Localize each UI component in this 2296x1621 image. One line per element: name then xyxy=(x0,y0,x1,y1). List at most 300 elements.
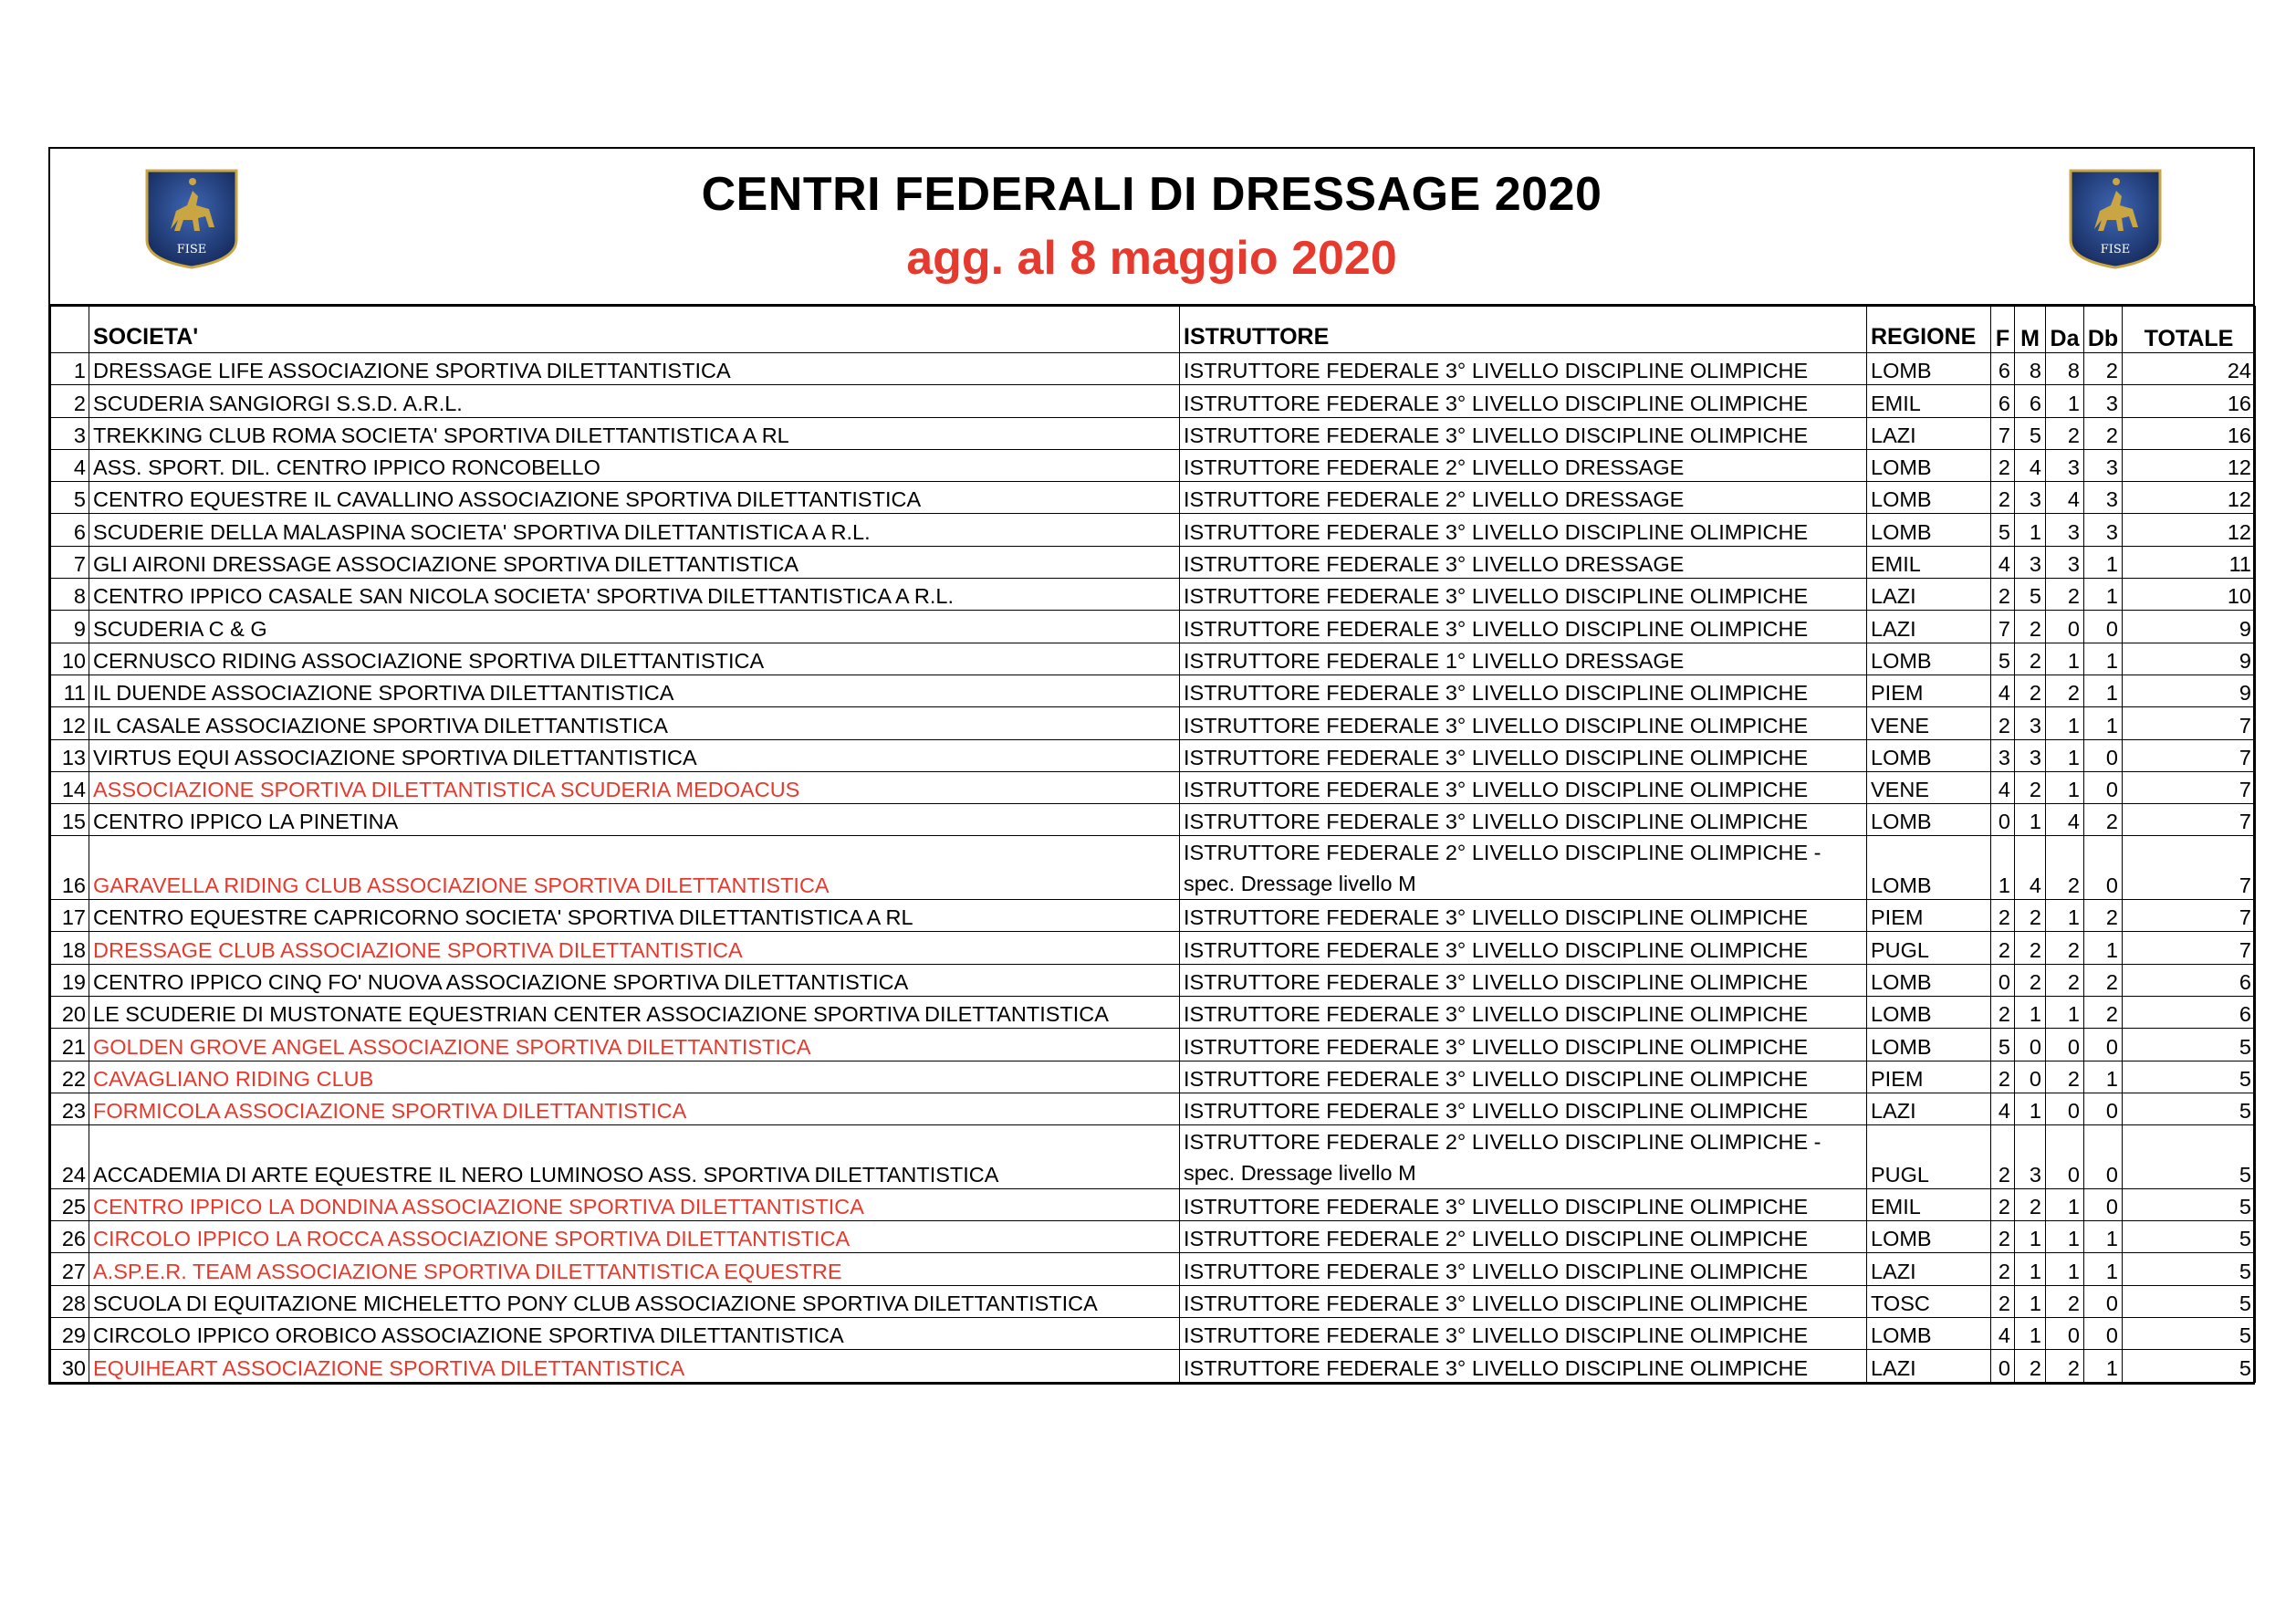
db-cell: 2 xyxy=(2084,417,2123,449)
f-cell: 4 xyxy=(1991,546,2015,578)
db-cell: 3 xyxy=(2084,514,2123,546)
db-cell: 1 xyxy=(2084,1350,2123,1382)
f-cell: 2 xyxy=(1991,1061,2015,1093)
db-cell: 0 xyxy=(2084,1093,2123,1124)
totale-cell: 24 xyxy=(2123,353,2256,385)
row-number: 15 xyxy=(51,804,89,836)
f-cell: 5 xyxy=(1991,514,2015,546)
regione-cell: LAZI xyxy=(1867,417,1991,449)
f-cell: 4 xyxy=(1991,1093,2015,1124)
da-cell: 2 xyxy=(2046,579,2084,611)
istruttore-cell: ISTRUTTORE FEDERALE 3° LIVELLO DISCIPLINE OLIMPICHE xyxy=(1180,996,1867,1028)
totale-cell: 5 xyxy=(2123,1285,2256,1317)
page-title: CENTRI FEDERALI DI DRESSAGE 2020 xyxy=(701,168,1602,221)
table-row xyxy=(51,836,2256,900)
db-cell: 3 xyxy=(2084,385,2123,417)
totale-cell: 5 xyxy=(2123,1317,2256,1349)
document-header xyxy=(50,149,2253,306)
istruttore-cell: ISTRUTTORE FEDERALE 3° LIVELLO DISCIPLINE OLIMPICHE xyxy=(1180,1061,1867,1093)
m-cell: 2 xyxy=(2015,964,2046,996)
societa-cell: SCUDERIA C & G xyxy=(89,611,1180,643)
svg-text:FISE: FISE xyxy=(2100,243,2131,256)
totale-cell: 7 xyxy=(2123,900,2256,932)
table-row xyxy=(51,579,2256,611)
istruttore-cell: ISTRUTTORE FEDERALE 3° LIVELLO DISCIPLINE OLIMPICHE xyxy=(1180,739,1867,771)
totale-cell: 7 xyxy=(2123,739,2256,771)
db-cell: 0 xyxy=(2084,1125,2123,1189)
regione-cell: LOMB xyxy=(1867,964,1991,996)
row-number: 9 xyxy=(51,611,89,643)
regione-cell: LOMB xyxy=(1867,836,1991,900)
table-row xyxy=(51,417,2256,449)
totale-cell: 7 xyxy=(2123,707,2256,739)
societa-cell: IL CASALE ASSOCIAZIONE SPORTIVA DILETTANTISTICA xyxy=(89,707,1180,739)
db-cell: 0 xyxy=(2084,771,2123,803)
da-cell: 1 xyxy=(2046,900,2084,932)
document-sheet xyxy=(48,147,2255,1385)
db-cell: 3 xyxy=(2084,482,2123,514)
db-cell: 0 xyxy=(2084,1029,2123,1061)
table-row xyxy=(51,739,2256,771)
table-row xyxy=(51,514,2256,546)
totale-cell: 11 xyxy=(2123,546,2256,578)
societa-cell: CENTRO EQUESTRE IL CAVALLINO ASSOCIAZIONE SPORTIVA DILETTANTISTICA xyxy=(89,482,1180,514)
da-cell: 0 xyxy=(2046,1029,2084,1061)
totale-cell: 6 xyxy=(2123,996,2256,1028)
societa-cell: GLI AIRONI DRESSAGE ASSOCIAZIONE SPORTIVA DILETTANTISTICA xyxy=(89,546,1180,578)
m-cell: 1 xyxy=(2015,804,2046,836)
col-header-f: F xyxy=(1991,307,2015,353)
m-cell: 1 xyxy=(2015,514,2046,546)
row-number: 10 xyxy=(51,643,89,675)
db-cell: 0 xyxy=(2084,1188,2123,1220)
da-cell: 1 xyxy=(2046,1221,2084,1253)
f-cell: 2 xyxy=(1991,707,2015,739)
da-cell: 1 xyxy=(2046,643,2084,675)
f-cell: 2 xyxy=(1991,1188,2015,1220)
da-cell: 2 xyxy=(2046,964,2084,996)
totale-cell: 5 xyxy=(2123,1221,2256,1253)
regione-cell: LOMB xyxy=(1867,996,1991,1028)
m-cell: 6 xyxy=(2015,385,2046,417)
societa-cell: ASSOCIAZIONE SPORTIVA DILETTANTISTICA SCUDERIA MEDOACUS xyxy=(89,771,1180,803)
regione-cell: EMIL xyxy=(1867,1188,1991,1220)
societa-cell: IL DUENDE ASSOCIAZIONE SPORTIVA DILETTANTISTICA xyxy=(89,675,1180,706)
table-row xyxy=(51,1093,2256,1124)
row-number: 6 xyxy=(51,514,89,546)
da-cell: 8 xyxy=(2046,353,2084,385)
totale-cell: 7 xyxy=(2123,804,2256,836)
m-cell: 8 xyxy=(2015,353,2046,385)
societa-cell: DRESSAGE CLUB ASSOCIAZIONE SPORTIVA DILETTANTISTICA xyxy=(89,932,1180,964)
table-row xyxy=(51,643,2256,675)
regione-cell: LOMB xyxy=(1867,514,1991,546)
societa-cell: CIRCOLO IPPICO OROBICO ASSOCIAZIONE SPORTIVA DILETTANTISTICA xyxy=(89,1317,1180,1349)
fise-logo-right-icon xyxy=(2058,165,2173,271)
f-cell: 2 xyxy=(1991,1253,2015,1285)
col-header-num xyxy=(51,307,89,353)
f-cell: 2 xyxy=(1991,1221,2015,1253)
da-cell: 1 xyxy=(2046,1188,2084,1220)
da-cell: 1 xyxy=(2046,707,2084,739)
f-cell: 5 xyxy=(1991,643,2015,675)
istruttore-cell: ISTRUTTORE FEDERALE 3° LIVELLO DISCIPLINE OLIMPICHE xyxy=(1180,804,1867,836)
f-cell: 6 xyxy=(1991,353,2015,385)
da-cell: 1 xyxy=(2046,771,2084,803)
db-cell: 0 xyxy=(2084,1285,2123,1317)
totale-cell: 7 xyxy=(2123,836,2256,900)
row-number: 27 xyxy=(51,1253,89,1285)
regione-cell: LOMB xyxy=(1867,1221,1991,1253)
m-cell: 2 xyxy=(2015,1188,2046,1220)
col-header-totale: TOTALE xyxy=(2123,307,2256,353)
db-cell: 2 xyxy=(2084,353,2123,385)
istruttore-cell: ISTRUTTORE FEDERALE 2° LIVELLO DRESSAGE xyxy=(1180,482,1867,514)
m-cell: 1 xyxy=(2015,1221,2046,1253)
societa-cell: CERNUSCO RIDING ASSOCIAZIONE SPORTIVA DILETTANTISTICA xyxy=(89,643,1180,675)
totale-cell: 5 xyxy=(2123,1188,2256,1220)
totale-cell: 7 xyxy=(2123,771,2256,803)
col-header-regione: REGIONE xyxy=(1867,307,1991,353)
m-cell: 1 xyxy=(2015,1253,2046,1285)
totale-cell: 12 xyxy=(2123,482,2256,514)
m-cell: 3 xyxy=(2015,707,2046,739)
f-cell: 1 xyxy=(1991,836,2015,900)
m-cell: 3 xyxy=(2015,739,2046,771)
table-row xyxy=(51,964,2256,996)
societa-cell: ASS. SPORT. DIL. CENTRO IPPICO RONCOBELLO xyxy=(89,449,1180,481)
societa-cell: GARAVELLA RIDING CLUB ASSOCIAZIONE SPORTIVA DILETTANTISTICA xyxy=(89,836,1180,900)
table-row xyxy=(51,707,2256,739)
regione-cell: TOSC xyxy=(1867,1285,1991,1317)
f-cell: 7 xyxy=(1991,611,2015,643)
da-cell: 2 xyxy=(2046,417,2084,449)
f-cell: 0 xyxy=(1991,964,2015,996)
da-cell: 3 xyxy=(2046,546,2084,578)
societa-cell: VIRTUS EQUI ASSOCIAZIONE SPORTIVA DILETTANTISTICA xyxy=(89,739,1180,771)
f-cell: 3 xyxy=(1991,739,2015,771)
m-cell: 2 xyxy=(2015,643,2046,675)
societa-cell: CENTRO IPPICO LA PINETINA xyxy=(89,804,1180,836)
m-cell: 2 xyxy=(2015,611,2046,643)
db-cell: 1 xyxy=(2084,643,2123,675)
societa-cell: CIRCOLO IPPICO LA ROCCA ASSOCIAZIONE SPORTIVA DILETTANTISTICA xyxy=(89,1221,1180,1253)
row-number: 11 xyxy=(51,675,89,706)
db-cell: 0 xyxy=(2084,611,2123,643)
istruttore-cell: ISTRUTTORE FEDERALE 3° LIVELLO DISCIPLINE OLIMPICHE xyxy=(1180,1029,1867,1061)
istruttore-cell: ISTRUTTORE FEDERALE 3° LIVELLO DISCIPLINE OLIMPICHE xyxy=(1180,1285,1867,1317)
row-number: 17 xyxy=(51,900,89,932)
istruttore-cell: ISTRUTTORE FEDERALE 3° LIVELLO DRESSAGE xyxy=(1180,546,1867,578)
da-cell: 1 xyxy=(2046,739,2084,771)
row-number: 2 xyxy=(51,385,89,417)
da-cell: 0 xyxy=(2046,1317,2084,1349)
f-cell: 2 xyxy=(1991,996,2015,1028)
m-cell: 3 xyxy=(2015,482,2046,514)
regione-cell: EMIL xyxy=(1867,385,1991,417)
row-number: 28 xyxy=(51,1285,89,1317)
db-cell: 3 xyxy=(2084,449,2123,481)
m-cell: 3 xyxy=(2015,1125,2046,1189)
regione-cell: PUGL xyxy=(1867,932,1991,964)
societa-cell: ACCADEMIA DI ARTE EQUESTRE IL NERO LUMINOSO ASS. SPORTIVA DILETTANTISTICA xyxy=(89,1125,1180,1189)
societa-cell: SCUDERIA SANGIORGI S.S.D. A.R.L. xyxy=(89,385,1180,417)
db-cell: 2 xyxy=(2084,964,2123,996)
col-header-m: M xyxy=(2015,307,2046,353)
m-cell: 0 xyxy=(2015,1029,2046,1061)
da-cell: 1 xyxy=(2046,996,2084,1028)
m-cell: 5 xyxy=(2015,417,2046,449)
f-cell: 2 xyxy=(1991,579,2015,611)
db-cell: 0 xyxy=(2084,739,2123,771)
row-number: 22 xyxy=(51,1061,89,1093)
da-cell: 2 xyxy=(2046,675,2084,706)
m-cell: 2 xyxy=(2015,771,2046,803)
istruttore-cell: ISTRUTTORE FEDERALE 3° LIVELLO DISCIPLINE OLIMPICHE xyxy=(1180,964,1867,996)
f-cell: 4 xyxy=(1991,675,2015,706)
da-cell: 0 xyxy=(2046,1125,2084,1189)
row-number: 7 xyxy=(51,546,89,578)
row-number: 19 xyxy=(51,964,89,996)
regione-cell: LAZI xyxy=(1867,1093,1991,1124)
row-number: 14 xyxy=(51,771,89,803)
regione-cell: LOMB xyxy=(1867,643,1991,675)
f-cell: 2 xyxy=(1991,1125,2015,1189)
totale-cell: 9 xyxy=(2123,611,2256,643)
istruttore-cell: ISTRUTTORE FEDERALE 3° LIVELLO DISCIPLINE OLIMPICHE xyxy=(1180,353,1867,385)
istruttore-cell: ISTRUTTORE FEDERALE 3° LIVELLO DISCIPLINE OLIMPICHE xyxy=(1180,385,1867,417)
centri-table xyxy=(50,306,2256,1383)
istruttore-cell: ISTRUTTORE FEDERALE 3° LIVELLO DISCIPLINE OLIMPICHE xyxy=(1180,707,1867,739)
db-cell: 1 xyxy=(2084,1061,2123,1093)
f-cell: 2 xyxy=(1991,900,2015,932)
totale-cell: 5 xyxy=(2123,1093,2256,1124)
istruttore-cell: ISTRUTTORE FEDERALE 3° LIVELLO DISCIPLINE OLIMPICHE xyxy=(1180,1188,1867,1220)
db-cell: 2 xyxy=(2084,900,2123,932)
regione-cell: LAZI xyxy=(1867,579,1991,611)
table-row xyxy=(51,385,2256,417)
regione-cell: LOMB xyxy=(1867,482,1991,514)
m-cell: 1 xyxy=(2015,1093,2046,1124)
m-cell: 1 xyxy=(2015,996,2046,1028)
table-row xyxy=(51,611,2256,643)
row-number: 24 xyxy=(51,1125,89,1189)
istruttore-cell: ISTRUTTORE FEDERALE 3° LIVELLO DISCIPLINE OLIMPICHE xyxy=(1180,579,1867,611)
m-cell: 4 xyxy=(2015,836,2046,900)
istruttore-cell: ISTRUTTORE FEDERALE 3° LIVELLO DISCIPLINE OLIMPICHE xyxy=(1180,1253,1867,1285)
societa-cell: CENTRO IPPICO CINQ FO' NUOVA ASSOCIAZIONE SPORTIVA DILETTANTISTICA xyxy=(89,964,1180,996)
table-row xyxy=(51,1285,2256,1317)
row-number: 21 xyxy=(51,1029,89,1061)
societa-cell: DRESSAGE LIFE ASSOCIAZIONE SPORTIVA DILETTANTISTICA xyxy=(89,353,1180,385)
istruttore-cell: ISTRUTTORE FEDERALE 3° LIVELLO DISCIPLINE OLIMPICHE xyxy=(1180,932,1867,964)
f-cell: 7 xyxy=(1991,417,2015,449)
f-cell: 2 xyxy=(1991,932,2015,964)
regione-cell: PIEM xyxy=(1867,675,1991,706)
totale-cell: 12 xyxy=(2123,449,2256,481)
row-number: 4 xyxy=(51,449,89,481)
da-cell: 3 xyxy=(2046,449,2084,481)
totale-cell: 5 xyxy=(2123,1029,2256,1061)
regione-cell: PUGL xyxy=(1867,1125,1991,1189)
f-cell: 2 xyxy=(1991,1285,2015,1317)
m-cell: 2 xyxy=(2015,1350,2046,1382)
f-cell: 2 xyxy=(1991,449,2015,481)
row-number: 18 xyxy=(51,932,89,964)
societa-cell: TREKKING CLUB ROMA SOCIETA' SPORTIVA DILETTANTISTICA A RL xyxy=(89,417,1180,449)
totale-cell: 16 xyxy=(2123,417,2256,449)
da-cell: 2 xyxy=(2046,932,2084,964)
table-row xyxy=(51,932,2256,964)
row-number: 13 xyxy=(51,739,89,771)
totale-cell: 9 xyxy=(2123,643,2256,675)
row-number: 30 xyxy=(51,1350,89,1382)
table-header-row xyxy=(51,307,2256,353)
table-row xyxy=(51,1125,2256,1189)
da-cell: 3 xyxy=(2046,514,2084,546)
db-cell: 1 xyxy=(2084,579,2123,611)
row-number: 5 xyxy=(51,482,89,514)
istruttore-cell: ISTRUTTORE FEDERALE 3° LIVELLO DISCIPLINE OLIMPICHE xyxy=(1180,417,1867,449)
table-row xyxy=(51,996,2256,1028)
istruttore-cell: ISTRUTTORE FEDERALE 3° LIVELLO DISCIPLINE OLIMPICHE xyxy=(1180,1317,1867,1349)
istruttore-cell: ISTRUTTORE FEDERALE 3° LIVELLO DISCIPLINE OLIMPICHE xyxy=(1180,514,1867,546)
table-row xyxy=(51,353,2256,385)
regione-cell: LOMB xyxy=(1867,804,1991,836)
totale-cell: 10 xyxy=(2123,579,2256,611)
db-cell: 1 xyxy=(2084,546,2123,578)
row-number: 26 xyxy=(51,1221,89,1253)
col-header-societa: SOCIETA' xyxy=(89,307,1180,353)
societa-cell: SCUDERIE DELLA MALASPINA SOCIETA' SPORTIVA DILETTANTISTICA A R.L. xyxy=(89,514,1180,546)
societa-cell: LE SCUDERIE DI MUSTONATE EQUESTRIAN CENTER ASSOCIAZIONE SPORTIVA DILETTANTISTICA xyxy=(89,996,1180,1028)
m-cell: 1 xyxy=(2015,1317,2046,1349)
da-cell: 0 xyxy=(2046,1093,2084,1124)
da-cell: 2 xyxy=(2046,1061,2084,1093)
da-cell: 2 xyxy=(2046,836,2084,900)
row-number: 20 xyxy=(51,996,89,1028)
row-number: 1 xyxy=(51,353,89,385)
societa-cell: GOLDEN GROVE ANGEL ASSOCIAZIONE SPORTIVA DILETTANTISTICA xyxy=(89,1029,1180,1061)
db-cell: 0 xyxy=(2084,836,2123,900)
db-cell: 1 xyxy=(2084,1221,2123,1253)
f-cell: 2 xyxy=(1991,482,2015,514)
col-header-da: Da xyxy=(2046,307,2084,353)
da-cell: 4 xyxy=(2046,804,2084,836)
db-cell: 1 xyxy=(2084,675,2123,706)
svg-text:FISE: FISE xyxy=(176,243,207,256)
db-cell: 1 xyxy=(2084,932,2123,964)
f-cell: 5 xyxy=(1991,1029,2015,1061)
db-cell: 1 xyxy=(2084,1253,2123,1285)
row-number: 29 xyxy=(51,1317,89,1349)
regione-cell: LAZI xyxy=(1867,611,1991,643)
table-row xyxy=(51,546,2256,578)
regione-cell: LAZI xyxy=(1867,1253,1991,1285)
table-row xyxy=(51,1221,2256,1253)
istruttore-cell: ISTRUTTORE FEDERALE 2° LIVELLO DRESSAGE xyxy=(1180,449,1867,481)
societa-cell: CENTRO IPPICO CASALE SAN NICOLA SOCIETA' SPORTIVA DILETTANTISTICA A R.L. xyxy=(89,579,1180,611)
societa-cell: A.SP.E.R. TEAM ASSOCIAZIONE SPORTIVA DILETTANTISTICA EQUESTRE xyxy=(89,1253,1180,1285)
societa-cell: CAVAGLIANO RIDING CLUB xyxy=(89,1061,1180,1093)
da-cell: 1 xyxy=(2046,1253,2084,1285)
f-cell: 0 xyxy=(1991,804,2015,836)
m-cell: 3 xyxy=(2015,546,2046,578)
table-row xyxy=(51,482,2256,514)
societa-cell: CENTRO EQUESTRE CAPRICORNO SOCIETA' SPORTIVA DILETTANTISTICA A RL xyxy=(89,900,1180,932)
row-number: 23 xyxy=(51,1093,89,1124)
istruttore-cell: ISTRUTTORE FEDERALE 3° LIVELLO DISCIPLINE OLIMPICHE xyxy=(1180,1350,1867,1382)
da-cell: 2 xyxy=(2046,1285,2084,1317)
table-body xyxy=(51,353,2256,1383)
da-cell: 4 xyxy=(2046,482,2084,514)
totale-cell: 7 xyxy=(2123,932,2256,964)
istruttore-cell: ISTRUTTORE FEDERALE 2° LIVELLO DISCIPLINE OLIMPICHE - spec. Dressage livello M xyxy=(1180,1125,1867,1189)
da-cell: 0 xyxy=(2046,611,2084,643)
table-row xyxy=(51,449,2256,481)
totale-cell: 5 xyxy=(2123,1253,2256,1285)
m-cell: 4 xyxy=(2015,449,2046,481)
m-cell: 0 xyxy=(2015,1061,2046,1093)
regione-cell: VENE xyxy=(1867,707,1991,739)
istruttore-cell: ISTRUTTORE FEDERALE 3° LIVELLO DISCIPLINE OLIMPICHE xyxy=(1180,611,1867,643)
table-row xyxy=(51,1317,2256,1349)
istruttore-cell: ISTRUTTORE FEDERALE 2° LIVELLO DISCIPLINE OLIMPICHE - spec. Dressage livello M xyxy=(1180,836,1867,900)
istruttore-cell: ISTRUTTORE FEDERALE 1° LIVELLO DRESSAGE xyxy=(1180,643,1867,675)
f-cell: 4 xyxy=(1991,1317,2015,1349)
f-cell: 0 xyxy=(1991,1350,2015,1382)
regione-cell: PIEM xyxy=(1867,1061,1991,1093)
f-cell: 4 xyxy=(1991,771,2015,803)
row-number: 12 xyxy=(51,707,89,739)
table-row xyxy=(51,675,2256,706)
row-number: 3 xyxy=(51,417,89,449)
db-cell: 2 xyxy=(2084,996,2123,1028)
totale-cell: 5 xyxy=(2123,1061,2256,1093)
page-subtitle: agg. al 8 maggio 2020 xyxy=(906,232,1397,285)
societa-cell: EQUIHEART ASSOCIAZIONE SPORTIVA DILETTANTISTICA xyxy=(89,1350,1180,1382)
istruttore-cell: ISTRUTTORE FEDERALE 3° LIVELLO DISCIPLINE OLIMPICHE xyxy=(1180,900,1867,932)
table-row xyxy=(51,1061,2256,1093)
regione-cell: VENE xyxy=(1867,771,1991,803)
row-number: 8 xyxy=(51,579,89,611)
societa-cell: FORMICOLA ASSOCIAZIONE SPORTIVA DILETTANTISTICA xyxy=(89,1093,1180,1124)
istruttore-cell: ISTRUTTORE FEDERALE 3° LIVELLO DISCIPLINE OLIMPICHE xyxy=(1180,771,1867,803)
regione-cell: LOMB xyxy=(1867,739,1991,771)
table-row xyxy=(51,1188,2256,1220)
db-cell: 1 xyxy=(2084,707,2123,739)
regione-cell: LOMB xyxy=(1867,1029,1991,1061)
db-cell: 2 xyxy=(2084,804,2123,836)
m-cell: 1 xyxy=(2015,1285,2046,1317)
totale-cell: 12 xyxy=(2123,514,2256,546)
da-cell: 2 xyxy=(2046,1350,2084,1382)
regione-cell: LOMB xyxy=(1867,1317,1991,1349)
regione-cell: LOMB xyxy=(1867,353,1991,385)
istruttore-cell: ISTRUTTORE FEDERALE 2° LIVELLO DISCIPLINE OLIMPICHE xyxy=(1180,1221,1867,1253)
table-row xyxy=(51,900,2256,932)
totale-cell: 9 xyxy=(2123,675,2256,706)
m-cell: 5 xyxy=(2015,579,2046,611)
col-header-db: Db xyxy=(2084,307,2123,353)
m-cell: 2 xyxy=(2015,675,2046,706)
m-cell: 2 xyxy=(2015,900,2046,932)
istruttore-cell: ISTRUTTORE FEDERALE 3° LIVELLO DISCIPLINE OLIMPICHE xyxy=(1180,675,1867,706)
regione-cell: EMIL xyxy=(1867,546,1991,578)
regione-cell: LAZI xyxy=(1867,1350,1991,1382)
regione-cell: LOMB xyxy=(1867,449,1991,481)
totale-cell: 5 xyxy=(2123,1350,2256,1382)
